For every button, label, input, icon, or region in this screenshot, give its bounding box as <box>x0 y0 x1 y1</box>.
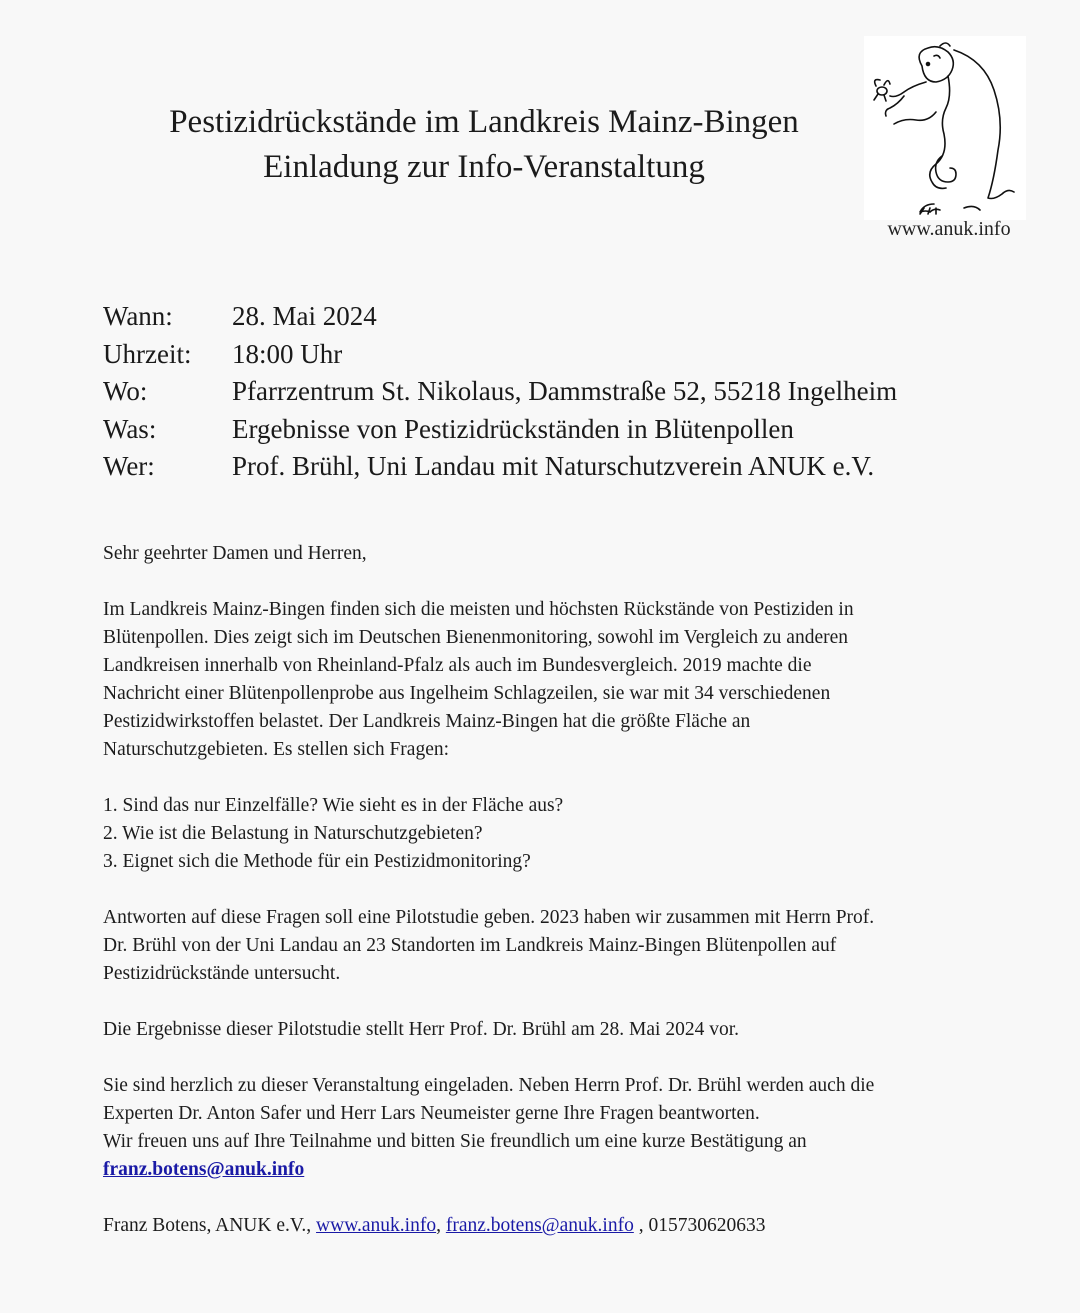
fact-value: Ergebnisse von Pestizidrückständen in Blütenpollen <box>232 413 794 444</box>
signature-prefix: Franz Botens, ANUK e.V., <box>103 1215 317 1236</box>
list-item: 1. Sind das nur Einzelfälle? Wie sieht es in der Fläche aus? <box>103 795 564 816</box>
signature-separator: , <box>436 1215 446 1236</box>
text-line: Pestizidwirkstoffen belastet. Der Landkreis Mainz-Bingen hat die größte Fläche an <box>103 711 751 732</box>
text-line: Experten Dr. Anton Safer und Herr Lars Neumeister gerne Ihre Fragen beantworten. <box>103 1103 760 1124</box>
text-line: Im Landkreis Mainz-Bingen finden sich die meisten und höchsten Rückstände von Pestiziden in <box>103 599 854 620</box>
fact-label: Wer: <box>103 451 155 481</box>
event-facts <box>103 298 897 486</box>
question-list <box>103 792 993 876</box>
fact-row-was <box>103 411 897 449</box>
fact-value: 18:00 Uhr <box>232 338 343 369</box>
title-line-1: Pestizidrückstände im Landkreis Mainz-Bingen <box>169 104 799 140</box>
paragraph-invitation <box>103 1072 993 1184</box>
fact-value: 28. Mai 2024 <box>232 301 377 331</box>
fact-label: Was: <box>103 413 157 444</box>
title-line-2: Einladung zur Info-Veranstaltung <box>263 149 705 185</box>
fact-value: Prof. Brühl, Uni Landau mit Naturschutzverein ANUK e.V. <box>232 451 875 481</box>
bear-with-bee-icon <box>864 36 1026 220</box>
contact-email-link[interactable]: franz.botens@anuk.info <box>103 1159 305 1180</box>
text-line: Pestizidrückstände untersucht. <box>103 963 341 984</box>
signature-phone: , 015730620633 <box>633 1215 766 1236</box>
anuk-logo <box>864 36 1026 220</box>
text-line <box>103 1156 993 1184</box>
paragraph-results: Die Ergebnisse dieser Pilotstudie stellt Herr Prof. Dr. Brühl am 28. Mai 2024 vor. <box>103 1019 740 1040</box>
paragraph-intro <box>103 596 993 764</box>
text-line: Sie sind herzlich zu dieser Veranstaltung eingeladen. Neben Herrn Prof. Dr. Brühl werden auch die <box>103 1075 875 1096</box>
list-item: 2. Wie ist die Belastung in Naturschutzgebieten? <box>103 823 483 844</box>
paragraph-pilot-study <box>103 904 993 988</box>
text-line: Landkreisen innerhalb von Rheinland-Pfalz als auch im Bundesvergleich. 2019 machte die <box>103 655 812 676</box>
logo-url: www.anuk.info <box>887 218 1011 240</box>
page-title <box>120 100 848 190</box>
salutation: Sehr geehrter Damen und Herren, <box>103 543 367 564</box>
text-line: Naturschutzgebieten. Es stellen sich Fragen: <box>103 739 450 760</box>
fact-value: Pfarrzentrum St. Nikolaus, Dammstraße 52, 55218 Ingelheim <box>232 376 898 406</box>
fact-row-uhrzeit <box>103 336 897 374</box>
fact-label: Wann: <box>103 301 173 331</box>
fact-row-wer <box>103 448 897 486</box>
fact-label: Wo: <box>103 376 148 406</box>
fact-row-wann <box>103 298 897 336</box>
signature <box>103 1212 993 1240</box>
list-item: 3. Eignet sich die Methode für ein Pestizidmonitoring? <box>103 851 531 872</box>
text-line: Dr. Brühl von der Uni Landau an 23 Standorten im Landkreis Mainz-Bingen Blütenpollen auf <box>103 935 837 956</box>
text-line: Wir freuen uns auf Ihre Teilnahme und bitten Sie freundlich um eine kurze Bestätigung an <box>103 1131 807 1152</box>
text-line: Antworten auf diese Fragen soll eine Pilotstudie geben. 2023 haben wir zusammen mit Herrn Prof. <box>103 907 875 928</box>
website-link[interactable]: www.anuk.info <box>316 1215 437 1236</box>
letter-body <box>103 540 993 1240</box>
fact-row-wo <box>103 373 897 411</box>
text-line: Nachricht einer Blütenpollenprobe aus Ingelheim Schlagzeilen, sie war mit 34 verschiedenen <box>103 683 831 704</box>
text-line: Blütenpollen. Dies zeigt sich im Deutschen Bienenmonitoring, sowohl im Vergleich zu anderen <box>103 627 848 648</box>
email-link[interactable]: franz.botens@anuk.info <box>445 1215 634 1236</box>
fact-label: Uhrzeit: <box>103 338 192 369</box>
